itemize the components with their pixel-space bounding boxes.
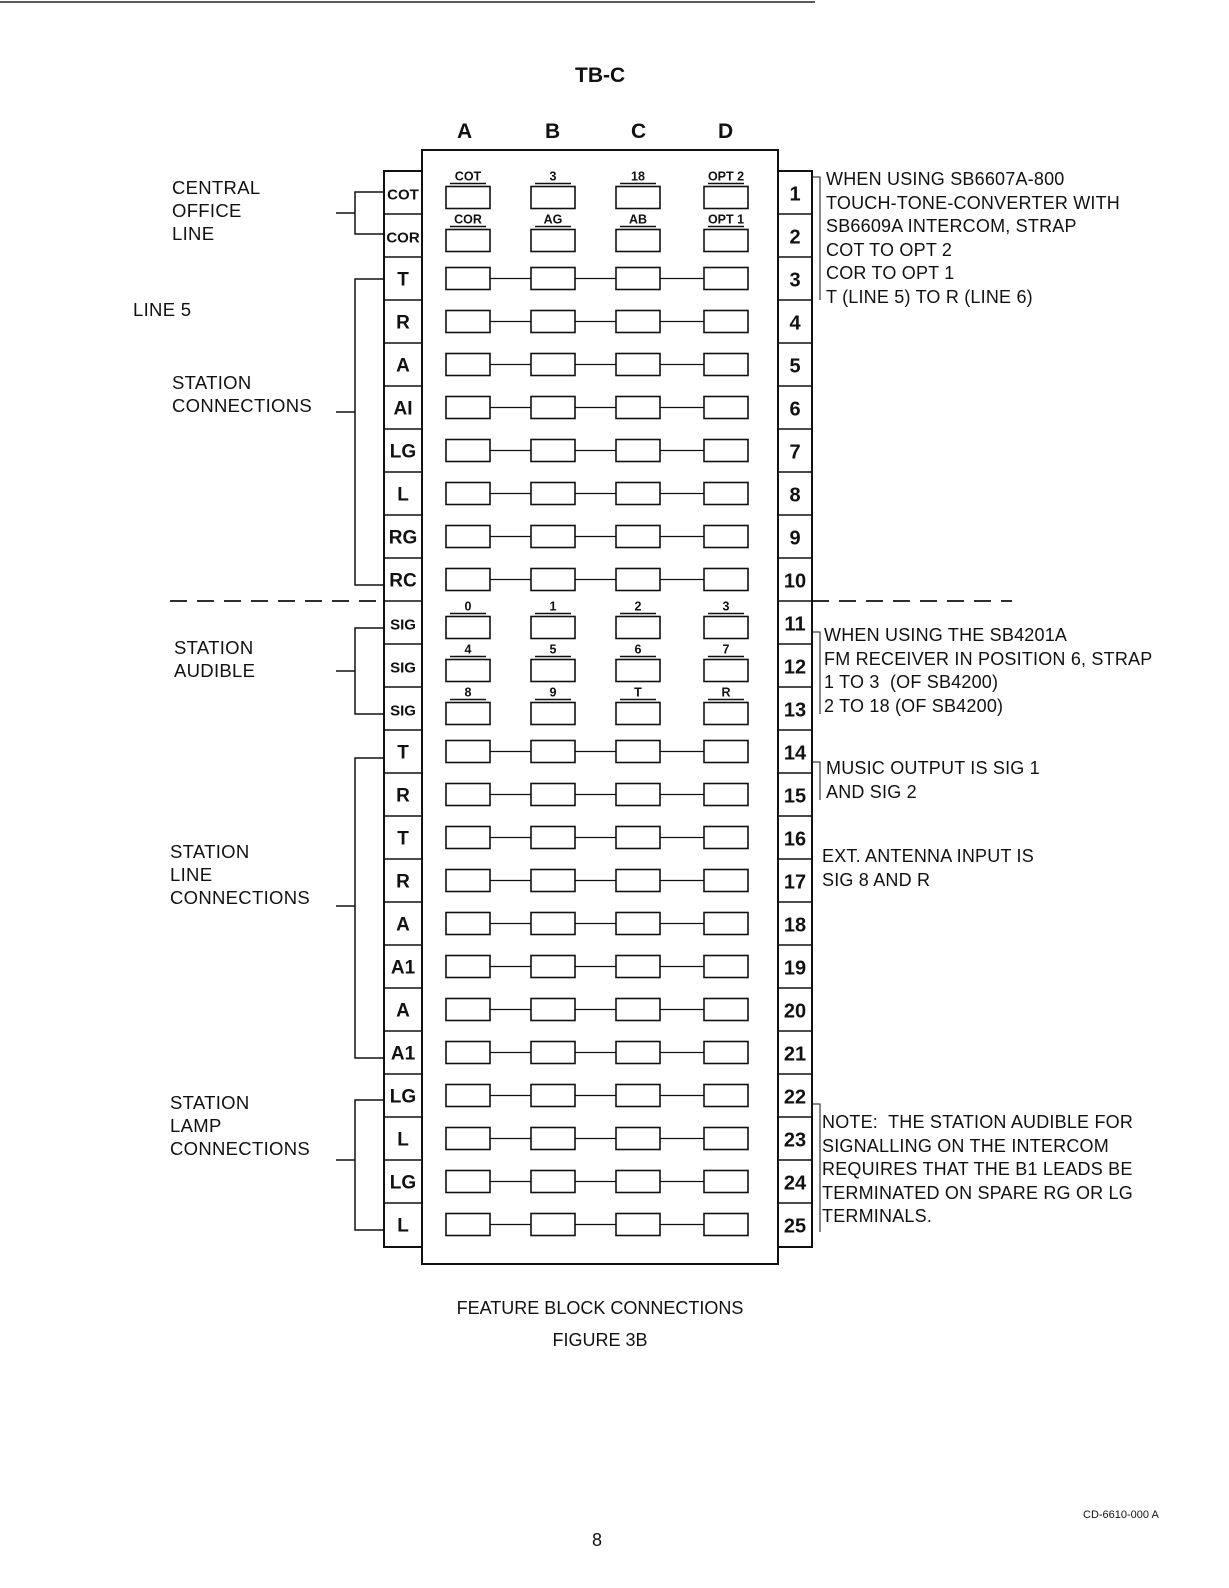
bracket-note5 xyxy=(812,1104,820,1232)
row-label-11: SIG xyxy=(390,616,416,634)
row-label-7: LG xyxy=(389,441,417,463)
terminal-19-D xyxy=(704,956,748,978)
terminal-1-C xyxy=(616,187,660,209)
row-number-3: 3 xyxy=(789,269,801,292)
terminal-20-B xyxy=(531,999,575,1021)
row-number-24: 24 xyxy=(783,1172,807,1195)
row-number-12: 12 xyxy=(783,656,807,679)
terminal-19-C xyxy=(616,956,660,978)
terminal-label-2-D: OPT 1 xyxy=(707,212,745,227)
terminal-8-D xyxy=(704,483,748,505)
terminal-22-C xyxy=(616,1085,660,1107)
bracket-central-office xyxy=(336,192,384,234)
column-label-c: C xyxy=(631,120,647,143)
terminal-1-A xyxy=(446,187,490,209)
terminal-13-D xyxy=(704,703,748,725)
terminal-15-B xyxy=(531,784,575,806)
terminal-label-1-D: OPT 2 xyxy=(707,169,745,184)
row-label-19: A1 xyxy=(390,957,416,979)
terminal-4-D xyxy=(704,311,748,333)
terminal-6-C xyxy=(616,397,660,419)
terminal-label-1-C: 18 xyxy=(631,169,645,184)
row-label-2: COR xyxy=(386,229,420,247)
terminal-20-A xyxy=(446,999,490,1021)
row-number-18: 18 xyxy=(783,914,807,937)
row-label-13: SIG xyxy=(390,702,416,720)
terminal-16-A xyxy=(446,827,490,849)
terminal-7-D xyxy=(704,440,748,462)
terminal-15-A xyxy=(446,784,490,806)
group-label-station-connections: STATION CONNECTIONS xyxy=(172,372,312,416)
terminal-24-C xyxy=(616,1171,660,1193)
row-number-25: 25 xyxy=(783,1215,807,1238)
group-label-station-audible: STATION AUDIBLE xyxy=(174,637,256,681)
row-number-11: 11 xyxy=(784,613,806,636)
terminal-24-A xyxy=(446,1171,490,1193)
terminal-11-D xyxy=(704,617,748,639)
column-label-d: D xyxy=(718,120,734,143)
row-label-6: AI xyxy=(393,398,413,420)
row-number-6: 6 xyxy=(789,398,801,421)
note-station-audible: NOTE: THE STATION AUDIBLE FOR SIGNALLING ON THE INTERCOM REQUIRES THAT THE B1 LEADS BE TERMINATED ON SPARE RG OR LG TERMINALS. xyxy=(822,1112,1134,1226)
terminal-6-D xyxy=(704,397,748,419)
document-code: CD-6610-000 A xyxy=(1083,1509,1159,1521)
terminal-label-12-A: 4 xyxy=(464,642,472,657)
row-number-13: 13 xyxy=(783,699,807,722)
terminal-13-C xyxy=(616,703,660,725)
terminal-label-2-B: AG xyxy=(543,212,563,227)
terminal-3-B xyxy=(531,268,575,290)
terminal-3-A xyxy=(446,268,490,290)
terminal-5-A xyxy=(446,354,490,376)
terminal-17-A xyxy=(446,870,490,892)
row-label-22: LG xyxy=(389,1086,417,1108)
terminal-9-C xyxy=(616,526,660,548)
row-label-18: A xyxy=(396,914,410,936)
terminal-23-D xyxy=(704,1128,748,1150)
row-label-20: A xyxy=(396,1000,410,1022)
bracket-station-connections xyxy=(336,279,384,585)
bracket-station-line xyxy=(336,758,384,1058)
row-label-10: RC xyxy=(389,570,417,592)
terminal-11-C xyxy=(616,617,660,639)
terminal-23-A xyxy=(446,1128,490,1150)
row-label-15: R xyxy=(396,785,410,807)
terminal-22-A xyxy=(446,1085,490,1107)
terminal-label-13-B: 9 xyxy=(549,685,557,700)
terminal-12-A xyxy=(446,660,490,682)
caption-title: FEATURE BLOCK CONNECTIONS xyxy=(456,1298,744,1318)
terminal-2-B xyxy=(531,230,575,252)
terminal-6-B xyxy=(531,397,575,419)
row-label-24: LG xyxy=(389,1172,417,1194)
terminal-15-D xyxy=(704,784,748,806)
terminal-5-D xyxy=(704,354,748,376)
terminal-24-D xyxy=(704,1171,748,1193)
terminal-14-D xyxy=(704,741,748,763)
terminal-2-C xyxy=(616,230,660,252)
terminal-12-C xyxy=(616,660,660,682)
terminal-22-D xyxy=(704,1085,748,1107)
terminal-12-B xyxy=(531,660,575,682)
terminal-7-A xyxy=(446,440,490,462)
group-label-station-line-connections: STATION LINE CONNECTIONS xyxy=(170,841,310,908)
row-label-21: A1 xyxy=(390,1043,416,1065)
terminal-8-A xyxy=(446,483,490,505)
terminal-4-C xyxy=(616,311,660,333)
terminal-25-A xyxy=(446,1214,490,1236)
terminal-label-1-A: COT xyxy=(454,169,482,184)
block-title: TB-C xyxy=(575,64,626,87)
row-label-17: R xyxy=(396,871,410,893)
bracket-note1 xyxy=(812,177,820,300)
terminal-label-12-D: 7 xyxy=(722,642,730,657)
bracket-station-lamp xyxy=(336,1100,384,1230)
terminal-23-C xyxy=(616,1128,660,1150)
row-number-20: 20 xyxy=(783,1000,807,1023)
terminal-7-C xyxy=(616,440,660,462)
terminal-11-A xyxy=(446,617,490,639)
terminal-label-2-A: COR xyxy=(454,212,482,227)
row-number-9: 9 xyxy=(789,527,801,550)
note-music-output: MUSIC OUTPUT IS SIG 1 AND SIG 2 xyxy=(826,758,1040,802)
row-number-19: 19 xyxy=(783,957,807,980)
terminal-1-B xyxy=(531,187,575,209)
row-number-21: 21 xyxy=(783,1043,807,1066)
bracket-note2 xyxy=(812,632,820,714)
terminal-5-B xyxy=(531,354,575,376)
terminal-2-A xyxy=(446,230,490,252)
terminal-21-A xyxy=(446,1042,490,1064)
terminal-14-C xyxy=(616,741,660,763)
row-number-2: 2 xyxy=(789,226,801,249)
terminal-10-D xyxy=(704,569,748,591)
terminal-25-D xyxy=(704,1214,748,1236)
terminal-23-B xyxy=(531,1128,575,1150)
row-label-23: L xyxy=(397,1129,409,1151)
terminal-18-B xyxy=(531,913,575,935)
terminal-15-C xyxy=(616,784,660,806)
row-label-3: T xyxy=(397,269,409,291)
row-number-10: 10 xyxy=(783,570,807,593)
row-number-8: 8 xyxy=(789,484,801,507)
row-label-25: L xyxy=(397,1215,409,1237)
terminal-21-D xyxy=(704,1042,748,1064)
terminal-label-11-B: 1 xyxy=(549,599,557,614)
row-number-23: 23 xyxy=(783,1129,807,1152)
note-touch-tone: WHEN USING SB6607A-800 TOUCH-TONE-CONVERTER WITH SB6609A INTERCOM, STRAP COT TO OPT 2 COR TO OPT 1 T (LINE 5) TO R (LINE 6) xyxy=(826,169,1121,307)
terminal-3-C xyxy=(616,268,660,290)
terminal-9-A xyxy=(446,526,490,548)
terminal-17-C xyxy=(616,870,660,892)
row-label-1: COT xyxy=(387,186,419,204)
terminal-21-C xyxy=(616,1042,660,1064)
terminal-label-12-B: 5 xyxy=(549,642,557,657)
terminal-8-B xyxy=(531,483,575,505)
terminal-8-C xyxy=(616,483,660,505)
caption-figure: FIGURE 3B xyxy=(552,1330,648,1350)
group-label-central-office: CENTRAL OFFICE LINE xyxy=(172,177,261,244)
row-label-12: SIG xyxy=(390,659,416,677)
terminal-16-B xyxy=(531,827,575,849)
group-label-station-lamp-connections: STATION LAMP CONNECTIONS xyxy=(170,1092,310,1159)
column-label-a: A xyxy=(457,120,473,143)
row-number-14: 14 xyxy=(783,742,807,765)
terminal-9-D xyxy=(704,526,748,548)
terminal-22-B xyxy=(531,1085,575,1107)
row-label-8: L xyxy=(397,484,409,506)
terminal-18-C xyxy=(616,913,660,935)
terminal-25-B xyxy=(531,1214,575,1236)
terminal-label-11-D: 3 xyxy=(722,599,730,614)
terminal-label-1-B: 3 xyxy=(549,169,557,184)
row-label-4: R xyxy=(396,312,410,334)
terminal-6-A xyxy=(446,397,490,419)
terminal-18-D xyxy=(704,913,748,935)
terminal-17-D xyxy=(704,870,748,892)
terminal-20-C xyxy=(616,999,660,1021)
terminal-label-11-A: 0 xyxy=(464,599,472,614)
terminal-4-B xyxy=(531,311,575,333)
note-antenna-input: EXT. ANTENNA INPUT IS SIG 8 AND R xyxy=(822,846,1034,890)
bracket-note3 xyxy=(812,762,820,800)
terminal-14-A xyxy=(446,741,490,763)
terminal-13-B xyxy=(531,703,575,725)
terminal-11-B xyxy=(531,617,575,639)
group-label-line5: LINE 5 xyxy=(133,299,192,320)
terminal-label-13-D: R xyxy=(721,685,731,700)
terminal-3-D xyxy=(704,268,748,290)
terminal-16-D xyxy=(704,827,748,849)
terminal-10-B xyxy=(531,569,575,591)
row-number-7: 7 xyxy=(789,441,801,464)
terminal-1-D xyxy=(704,187,748,209)
terminal-5-C xyxy=(616,354,660,376)
terminal-25-C xyxy=(616,1214,660,1236)
terminal-label-13-C: T xyxy=(634,685,642,700)
terminal-13-A xyxy=(446,703,490,725)
note-fm-receiver: WHEN USING THE SB4201A FM RECEIVER IN POSITION 6, STRAP 1 TO 3 (OF SB4200) 2 TO 18 (OF SB4200) xyxy=(824,625,1153,716)
row-label-16: T xyxy=(397,828,409,850)
row-number-1: 1 xyxy=(789,183,801,206)
bracket-station-audible xyxy=(336,628,384,714)
page-number: 8 xyxy=(592,1530,603,1550)
terminal-7-B xyxy=(531,440,575,462)
terminal-24-B xyxy=(531,1171,575,1193)
terminal-19-A xyxy=(446,956,490,978)
terminal-9-B xyxy=(531,526,575,548)
terminal-label-13-A: 8 xyxy=(464,685,472,700)
row-number-16: 16 xyxy=(783,828,807,851)
column-label-b: B xyxy=(545,120,561,143)
row-number-4: 4 xyxy=(789,312,801,335)
row-label-9: RG xyxy=(388,527,418,549)
terminal-4-A xyxy=(446,311,490,333)
terminal-17-B xyxy=(531,870,575,892)
terminal-18-A xyxy=(446,913,490,935)
terminal-19-B xyxy=(531,956,575,978)
terminal-2-D xyxy=(704,230,748,252)
terminal-16-C xyxy=(616,827,660,849)
terminal-label-12-C: 6 xyxy=(634,642,642,657)
terminal-label-11-C: 2 xyxy=(634,599,642,614)
row-number-15: 15 xyxy=(783,785,807,808)
terminal-21-B xyxy=(531,1042,575,1064)
row-number-5: 5 xyxy=(789,355,801,378)
terminal-label-2-C: AB xyxy=(628,212,648,227)
row-label-14: T xyxy=(397,742,409,764)
terminal-10-C xyxy=(616,569,660,591)
row-number-17: 17 xyxy=(783,871,807,894)
terminal-12-D xyxy=(704,660,748,682)
terminal-10-A xyxy=(446,569,490,591)
row-label-5: A xyxy=(396,355,410,377)
terminal-14-B xyxy=(531,741,575,763)
terminal-20-D xyxy=(704,999,748,1021)
row-number-22: 22 xyxy=(783,1086,807,1109)
